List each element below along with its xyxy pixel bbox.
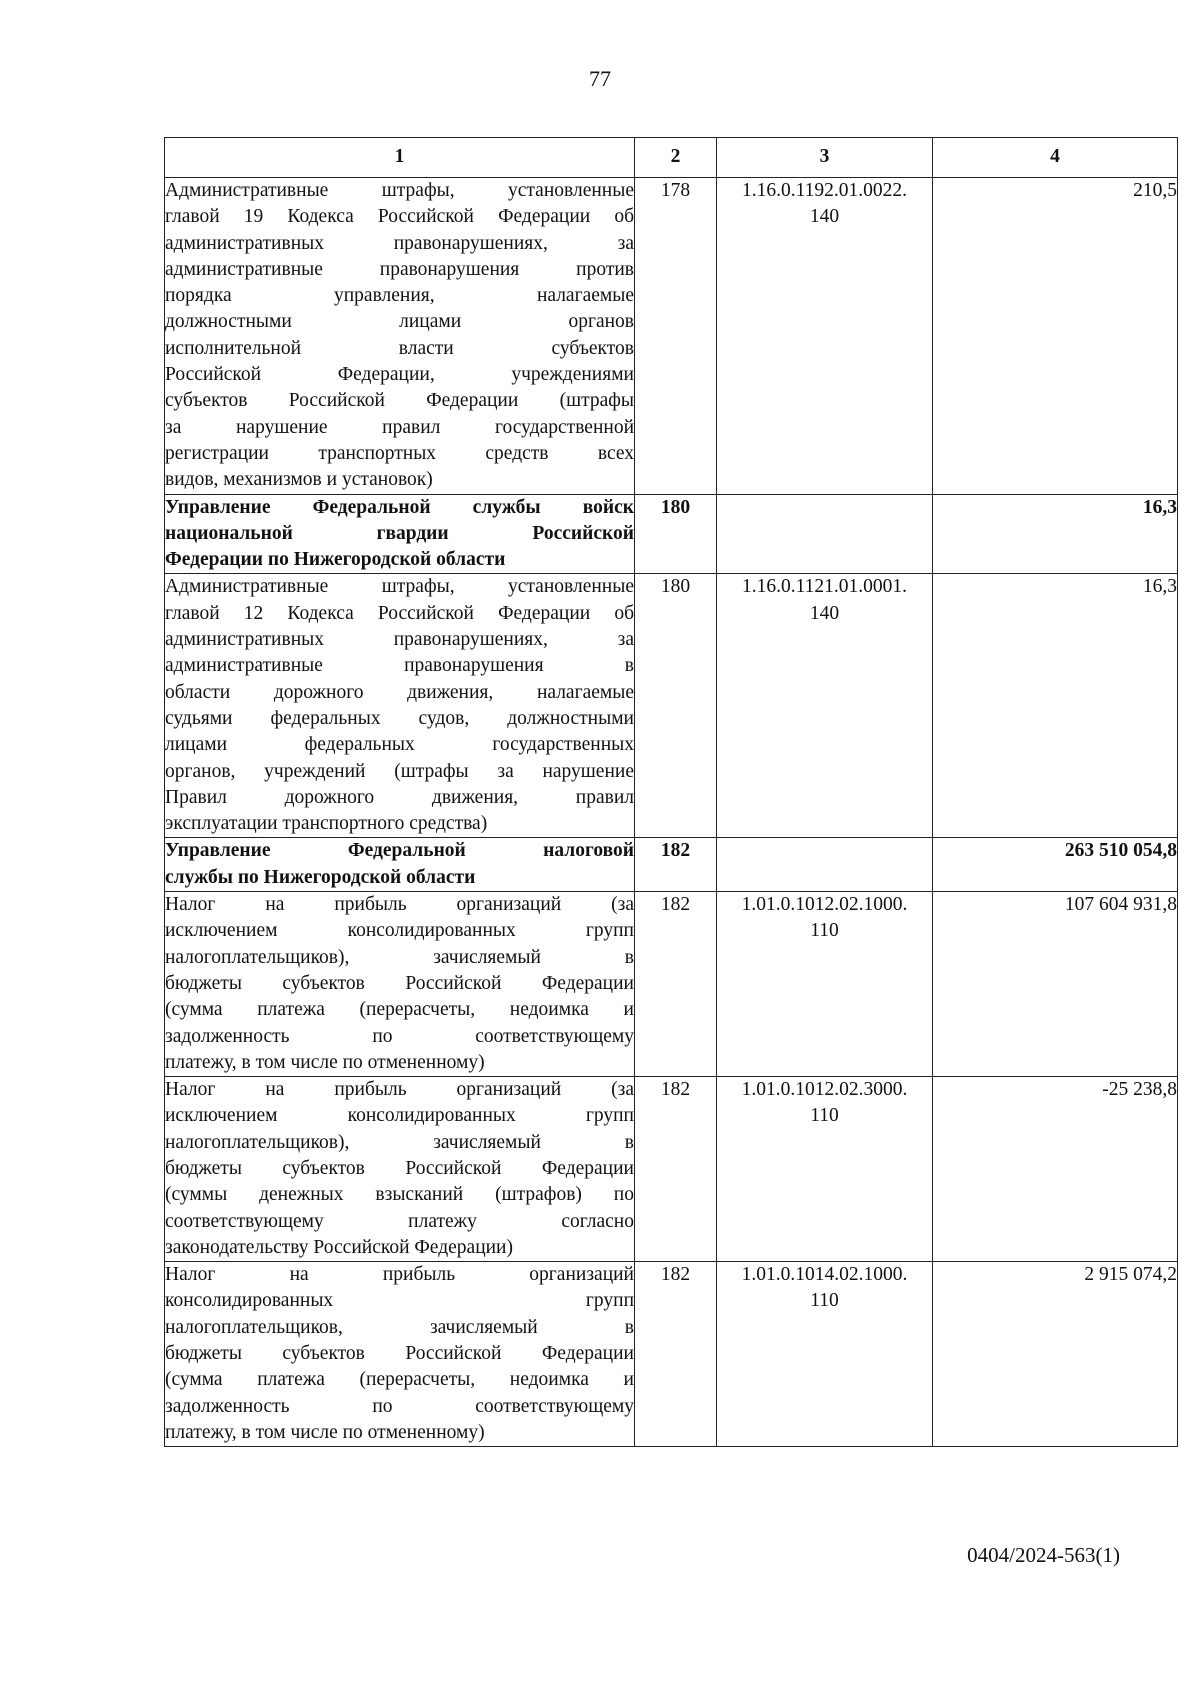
page-number: 77 [589, 66, 611, 91]
description-line: органов, учреждений (штрафы за нарушение [165, 760, 634, 782]
description-line: Налог на прибыль организаций [165, 1264, 634, 1286]
description-line: платежу, в том числе по отмененному) [165, 1421, 485, 1443]
document-code: 0404/2024-563(1) [967, 1543, 1120, 1567]
description-line: бюджеты субъектов Российской Федерации [165, 1157, 634, 1179]
table-body [165, 178, 1178, 1447]
header-col-3: 3 [717, 138, 933, 178]
administrator-code: 182 [635, 1262, 717, 1447]
revenue-description [165, 178, 635, 495]
description-line: задолженность по соответствующему [165, 1395, 634, 1417]
table-row [165, 892, 1178, 1077]
description-line: Налог на прибыль организаций (за [165, 894, 634, 916]
description-line: (сумма платежа (перерасчеты, недоимка и [165, 999, 634, 1021]
amount: 16,3 [933, 494, 1178, 574]
description-line: Российской Федерации, учреждениями [165, 364, 634, 386]
description-line: субъектов Российской Федерации (штрафы [165, 390, 634, 412]
amount: 263 510 054,8 [933, 838, 1178, 892]
administrator-code: 180 [635, 494, 717, 574]
description-line: соответствующему платежу согласно [165, 1210, 634, 1232]
description-line: Административные штрафы, установленные [165, 576, 634, 598]
description-line: порядка управления, налагаемые [165, 285, 634, 307]
description-line: эксплуатации транспортного средства) [165, 813, 488, 835]
description-line: Управление Федеральной налоговой [165, 840, 634, 862]
table-row [165, 178, 1178, 495]
table-row-organization [165, 494, 1178, 574]
administrator-code: 182 [635, 892, 717, 1077]
revenue-description [165, 1262, 635, 1447]
description-line: исключением консолидированных групп [165, 920, 634, 942]
budget-classification-code [717, 892, 933, 1077]
budget-table [164, 137, 1178, 1447]
revenue-description [165, 1077, 635, 1262]
revenue-description [165, 892, 635, 1077]
description-line: Федерации по Нижегородской области [165, 549, 506, 571]
description-line: главой 12 Кодекса Российской Федерации об [165, 602, 634, 624]
amount: -25 238,8 [933, 1077, 1178, 1262]
administrator-code: 182 [635, 1077, 717, 1262]
header-row [165, 138, 1178, 178]
description-line: административных правонарушениях, за [165, 629, 634, 651]
description-line: Административные штрафы, установленные [165, 180, 634, 201]
revenue-description [165, 838, 635, 892]
kbk-line: 110 [810, 1290, 839, 1312]
kbk-line: 1.16.0.1192.01.0022. [741, 180, 908, 201]
budget-classification-code [717, 1262, 933, 1447]
description-line: административные правонарушения против [165, 258, 634, 280]
description-line: административных правонарушениях, за [165, 232, 634, 254]
description-line: платежу, в том числе по отмененному) [165, 1051, 485, 1073]
administrator-code: 182 [635, 838, 717, 892]
description-line: исполнительной власти субъектов [165, 337, 634, 359]
table-row-organization [165, 838, 1178, 892]
kbk-line: 140 [809, 602, 840, 624]
kbk-line: 1.01.0.1012.02.3000. [741, 1079, 908, 1101]
kbk-line: 1.16.0.1121.01.0001. [741, 576, 908, 598]
description-line: бюджеты субъектов Российской Федерации [165, 972, 634, 994]
table-header [165, 138, 1178, 178]
description-line: должностными лицами органов [165, 311, 634, 333]
description-line: (сумма платежа (перерасчеты, недоимка и [165, 1369, 634, 1391]
description-line: регистрации транспортных средств всех [165, 442, 634, 464]
description-line: налогоплательщиков, зачисляемый в [165, 1316, 634, 1338]
kbk-line: 140 [809, 206, 840, 228]
description-line: Управление Федеральной службы войск [165, 496, 634, 518]
description-line: задолженность по соответствующему [165, 1025, 634, 1047]
description-line: консолидированных групп [165, 1290, 634, 1312]
amount: 210,5 [933, 178, 1178, 495]
description-line: лицами федеральных государственных [165, 734, 634, 756]
description-line: службы по Нижегородской области [165, 866, 476, 888]
header-col-1: 1 [165, 138, 635, 178]
description-line: бюджеты субъектов Российской Федерации [165, 1343, 634, 1365]
description-line: административные правонарушения в [165, 655, 634, 677]
kbk-line: 1.01.0.1014.02.1000. [741, 1264, 908, 1286]
kbk-line: 110 [810, 920, 839, 942]
description-line: судьями федеральных судов, должностными [165, 707, 634, 729]
description-line: главой 19 Кодекса Российской Федерации об [165, 206, 634, 228]
description-line: области дорожного движения, налагаемые [165, 681, 634, 703]
description-line: налогоплательщиков), зачисляемый в [165, 1131, 634, 1153]
kbk-line: 110 [810, 1105, 839, 1127]
kbk-line: 1.01.0.1012.02.1000. [741, 894, 908, 916]
header-col-2: 2 [635, 138, 717, 178]
budget-classification-code [717, 574, 933, 838]
amount: 107 604 931,8 [933, 892, 1178, 1077]
revenue-description [165, 574, 635, 838]
amount: 16,3 [933, 574, 1178, 838]
budget-classification-code [717, 178, 933, 495]
description-line: исключением консолидированных групп [165, 1105, 634, 1127]
budget-classification-code [717, 1077, 933, 1262]
table-row [165, 574, 1178, 838]
table-row [165, 1262, 1178, 1447]
budget-classification-code [717, 494, 933, 574]
revenue-description [165, 494, 635, 574]
description-line: налогоплательщиков), зачисляемый в [165, 946, 634, 968]
description-line: (суммы денежных взысканий (штрафов) по [165, 1184, 634, 1206]
amount: 2 915 074,2 [933, 1262, 1178, 1447]
administrator-code: 180 [635, 574, 717, 838]
description-line: Правил дорожного движения, правил [165, 786, 634, 808]
description-line: законодательству Российской Федерации) [165, 1236, 513, 1258]
description-line: за нарушение правил государственной [165, 416, 634, 438]
header-col-4: 4 [933, 138, 1178, 178]
description-line: национальной гвардии Российской [165, 522, 634, 544]
table-row [165, 1077, 1178, 1262]
budget-classification-code [717, 838, 933, 892]
administrator-code: 178 [635, 178, 717, 495]
description-line: Налог на прибыль организаций (за [165, 1079, 634, 1101]
description-line: видов, механизмов и установок) [165, 469, 433, 491]
